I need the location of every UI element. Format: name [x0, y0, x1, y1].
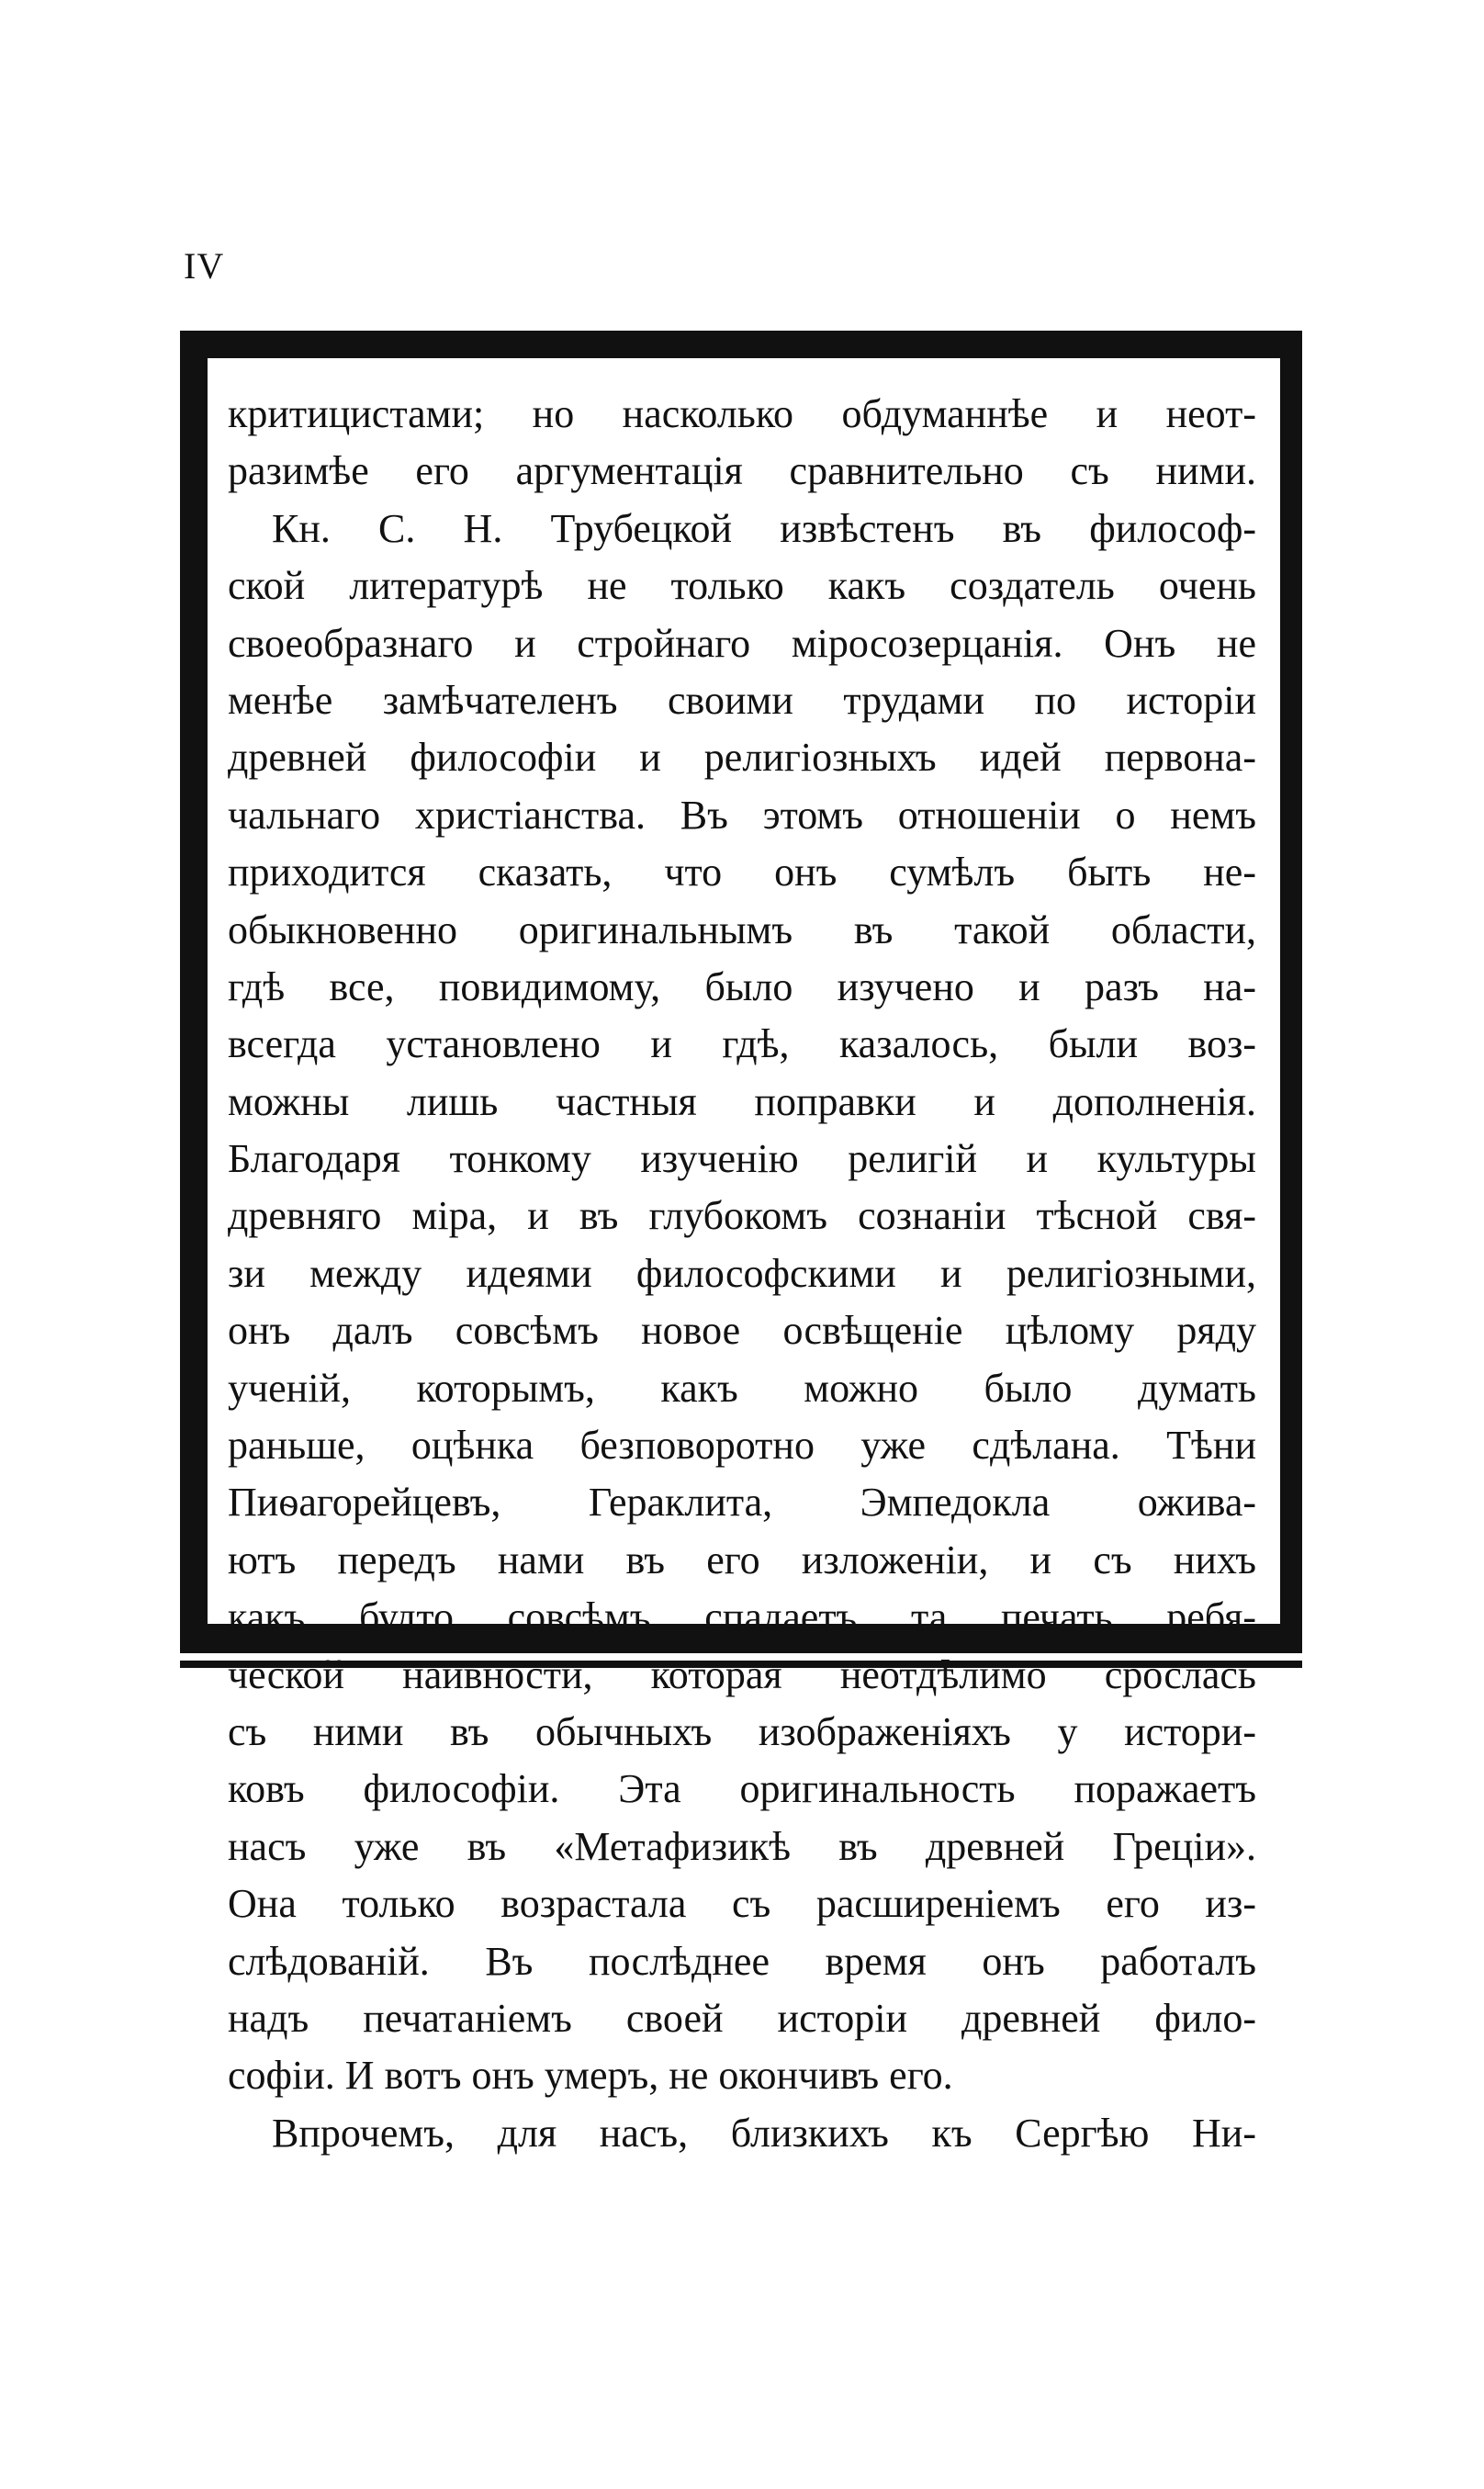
text-line: приходится сказать, что онъ сумѣлъ быть не- — [228, 850, 1256, 895]
text-line: надъ печатаніемъ своей исторіи древней фило- — [228, 1995, 1256, 2041]
text-line: всегда установлено и гдѣ, казалось, были воз- — [228, 1021, 1256, 1067]
text-line: древняго міра, и въ глубокомъ сознаніи тѣсной свя- — [228, 1193, 1256, 1239]
text-line: раньше, оцѣнка безповоротно уже сдѣлана. Тѣни — [228, 1423, 1256, 1469]
text-line: насъ уже въ «Метафизикѣ въ древней Греціи». — [228, 1823, 1256, 1869]
text-line: менѣе замѣчателенъ своими трудами по исторіи — [228, 677, 1256, 723]
text-line: ской литературѣ не только какъ создатель очень — [228, 563, 1256, 609]
text-line: съ ними въ обычныхъ изображеніяхъ у истори- — [228, 1708, 1256, 1754]
text-line: Благодаря тонкому изученію религій и культуры — [228, 1136, 1256, 1182]
text-line: Пиѳагорейцевъ, Гераклита, Эмпедокла ожива- — [228, 1480, 1256, 1526]
text-line: критицистами; но насколько обдуманнѣе и неот- — [228, 391, 1256, 436]
text-line: онъ далъ совсѣмъ новое освѣщеніе цѣлому ряду — [228, 1308, 1256, 1354]
text-line: гдѣ все, повидимому, было изучено и разъ на- — [228, 963, 1256, 1009]
text-line: Она только возрастала съ расширеніемъ его из- — [228, 1881, 1256, 1927]
text-line: обыкновенно оригинальнымъ въ такой области, — [228, 907, 1256, 952]
text-line: ческой наивности, которая неотдѣлимо срослась — [228, 1651, 1256, 1697]
text-line: ковъ философіи. Эта оригинальность поражаетъ — [228, 1766, 1256, 1812]
text-line: своеобразнаго и стройнаго міросозерцанія. Онъ не — [228, 620, 1256, 666]
text-line: ютъ передъ нами въ его изложеніи, и съ нихъ — [228, 1537, 1256, 1582]
body-text — [228, 386, 1256, 2162]
text-line: древней философіи и религіозныхъ идей первона- — [228, 735, 1256, 781]
page-number: IV — [184, 245, 225, 287]
text-line: чальнаго христіанства. Въ этомъ отношеніи о немъ — [228, 792, 1256, 838]
text-line: зи между идеями философскими и религіозными, — [228, 1250, 1256, 1296]
text-line: Впрочемъ, для насъ, близкихъ къ Сергѣю Ни- — [272, 2110, 1256, 2156]
text-line: разимѣе его аргументація сравнительно съ ними. — [228, 448, 1256, 494]
text-line: какъ будто совсѣмъ спадаетъ та печать ребя- — [228, 1594, 1256, 1640]
text-line: софіи. И вотъ онъ умеръ, не окончивъ его. — [228, 2053, 953, 2099]
text-line: Кн. С. Н. Трубецкой извѣстенъ въ философ- — [272, 505, 1256, 551]
text-line: слѣдованій. Въ послѣднее время онъ работалъ — [228, 1938, 1256, 1984]
text-line: ученій, которымъ, какъ можно было думать — [228, 1365, 1256, 1411]
text-line: можны лишь частныя поправки и дополненія. — [228, 1078, 1256, 1124]
